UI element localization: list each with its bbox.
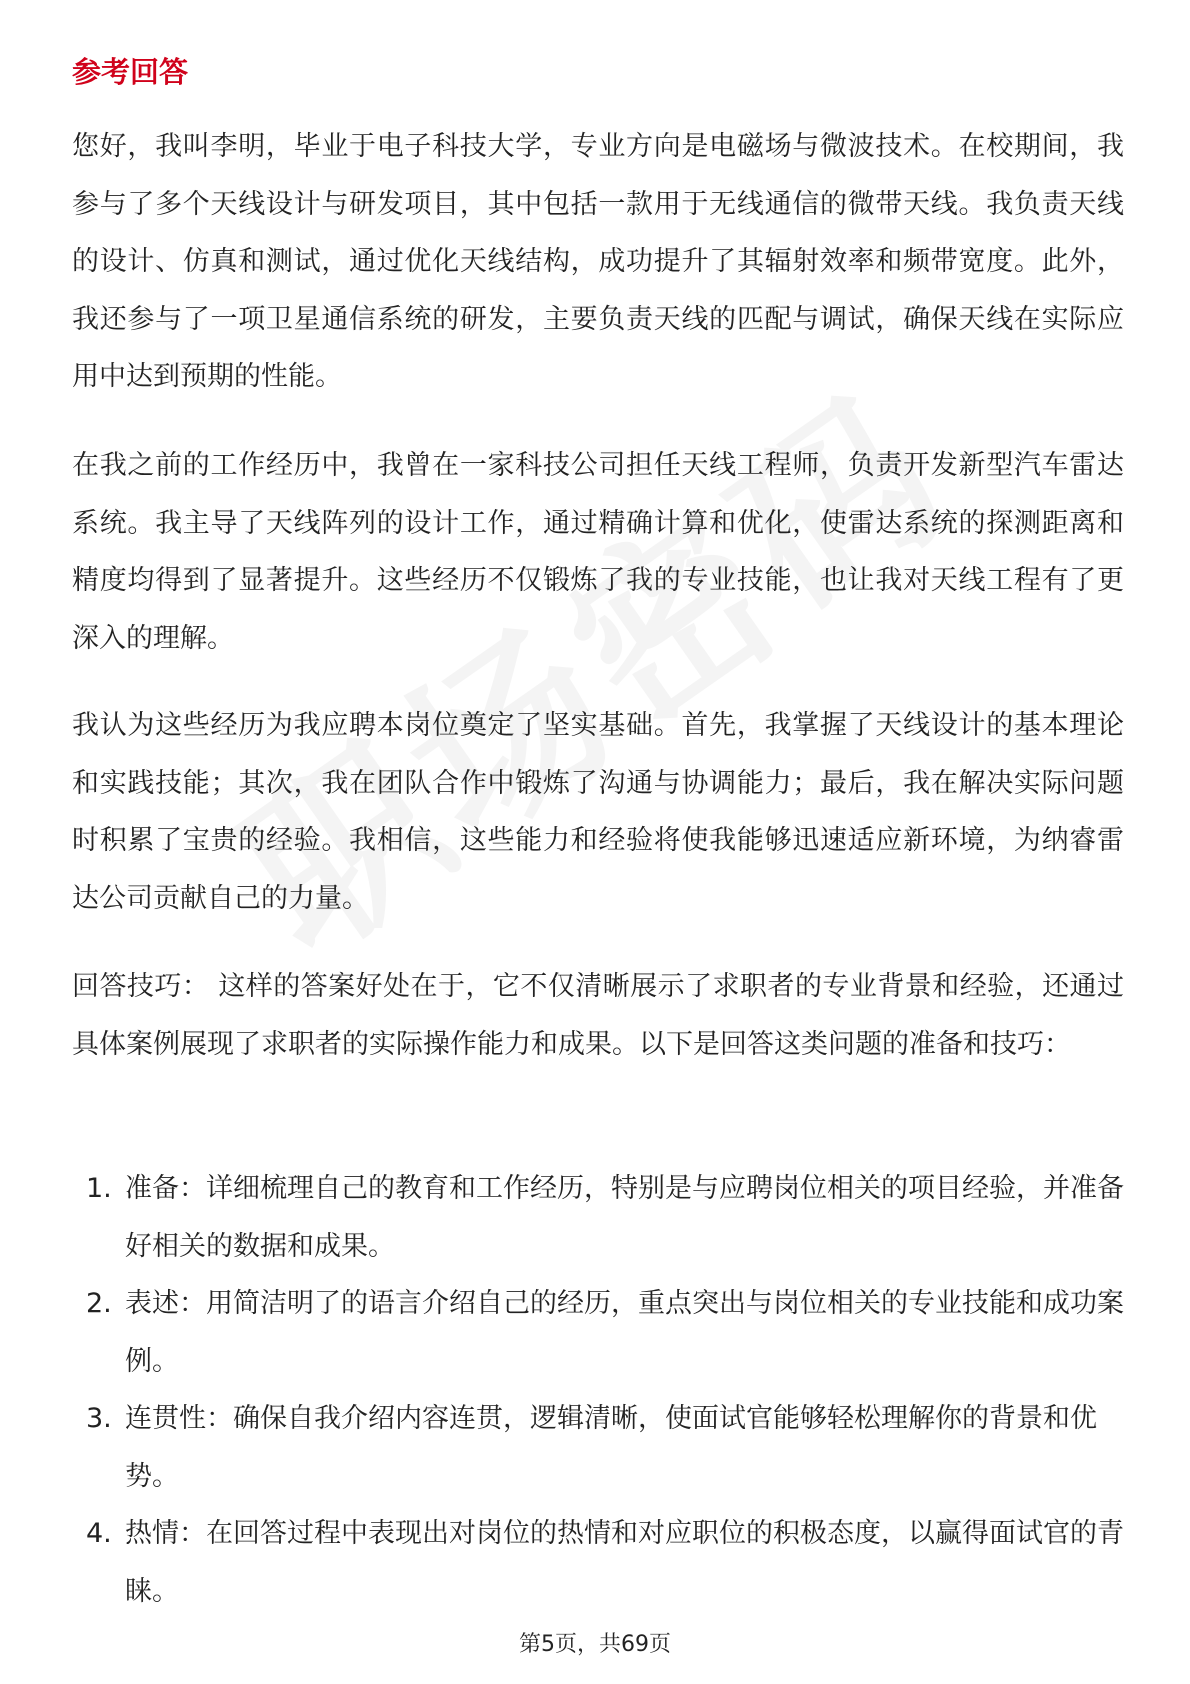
list-item (72, 1275, 1124, 1390)
paragraph-work-experience: 在我之前的工作经历中，我曾在一家科技公司担任天线工程师，负责开发新型汽车雷达系统。我主导了天线阵列的设计工作，通过精确计算和优化，使雷达系统的探测距离和精度均得到了显著提升。这些经历不仅锻炼了我的专业技能，也让我对天线工程有了更深入的理解。 (72, 450, 1124, 654)
tips-list (72, 1160, 1124, 1620)
list-item (72, 1505, 1124, 1620)
list-item (72, 1390, 1124, 1505)
page-number-footer: 第5页，共69页 (519, 1632, 671, 1657)
section-heading: 参考回答 (72, 55, 189, 89)
list-item-text: 连贯性：确保自我介绍内容连贯，逻辑清晰，使面试官能够轻松理解你的背景和优势。 (125, 1403, 1097, 1492)
list-item-text: 热情：在回答过程中表现出对岗位的热情和对应职位的积极态度，以赢得面试官的青睐。 (125, 1518, 1124, 1607)
list-item-number: 3. (86, 1403, 112, 1434)
list-item-number: 4. (86, 1518, 112, 1549)
paragraph-conclusion: 我认为这些经历为我应聘本岗位奠定了坚实基础。首先，我掌握了天线设计的基本理论和实践技能；其次，我在团队合作中锻炼了沟通与协调能力；最后，我在解决实际问题时积累了宝贵的经验。我相信，这些能力和经验将使我能够迅速适应新环境，为纳睿雷达公司贡献自己的力量。 (72, 710, 1124, 914)
list-item-number: 1. (86, 1173, 112, 1204)
list-item-text: 准备：详细梳理自己的教育和工作经历，特别是与应聘岗位相关的项目经验，并准备好相关的数据和成果。 (125, 1173, 1124, 1262)
list-item-number: 2. (86, 1288, 112, 1319)
paragraph-answer-tips: 回答技巧： 这样的答案好处在于，它不仅清晰展示了求职者的专业背景和经验，还通过具体案例展现了求职者的实际操作能力和成果。以下是回答这类问题的准备和技巧： (72, 971, 1124, 1060)
paragraph-education: 您好，我叫李明，毕业于电子科技大学，专业方向是电磁场与微波技术。在校期间，我参与了多个天线设计与研发项目，其中包括一款用于无线通信的微带天线。我负责天线的设计、仿真和测试，通过优化天线结构，成功提升了其辐射效率和频带宽度。此外，我还参与了一项卫星通信系统的研发，主要负责天线的匹配与调试，确保天线在实际应用中达到预期的性能。 (72, 131, 1124, 392)
list-item (72, 1160, 1124, 1275)
list-item-text: 表述：用简洁明了的语言介绍自己的经历，重点突出与岗位相关的专业技能和成功案例。 (125, 1288, 1124, 1377)
